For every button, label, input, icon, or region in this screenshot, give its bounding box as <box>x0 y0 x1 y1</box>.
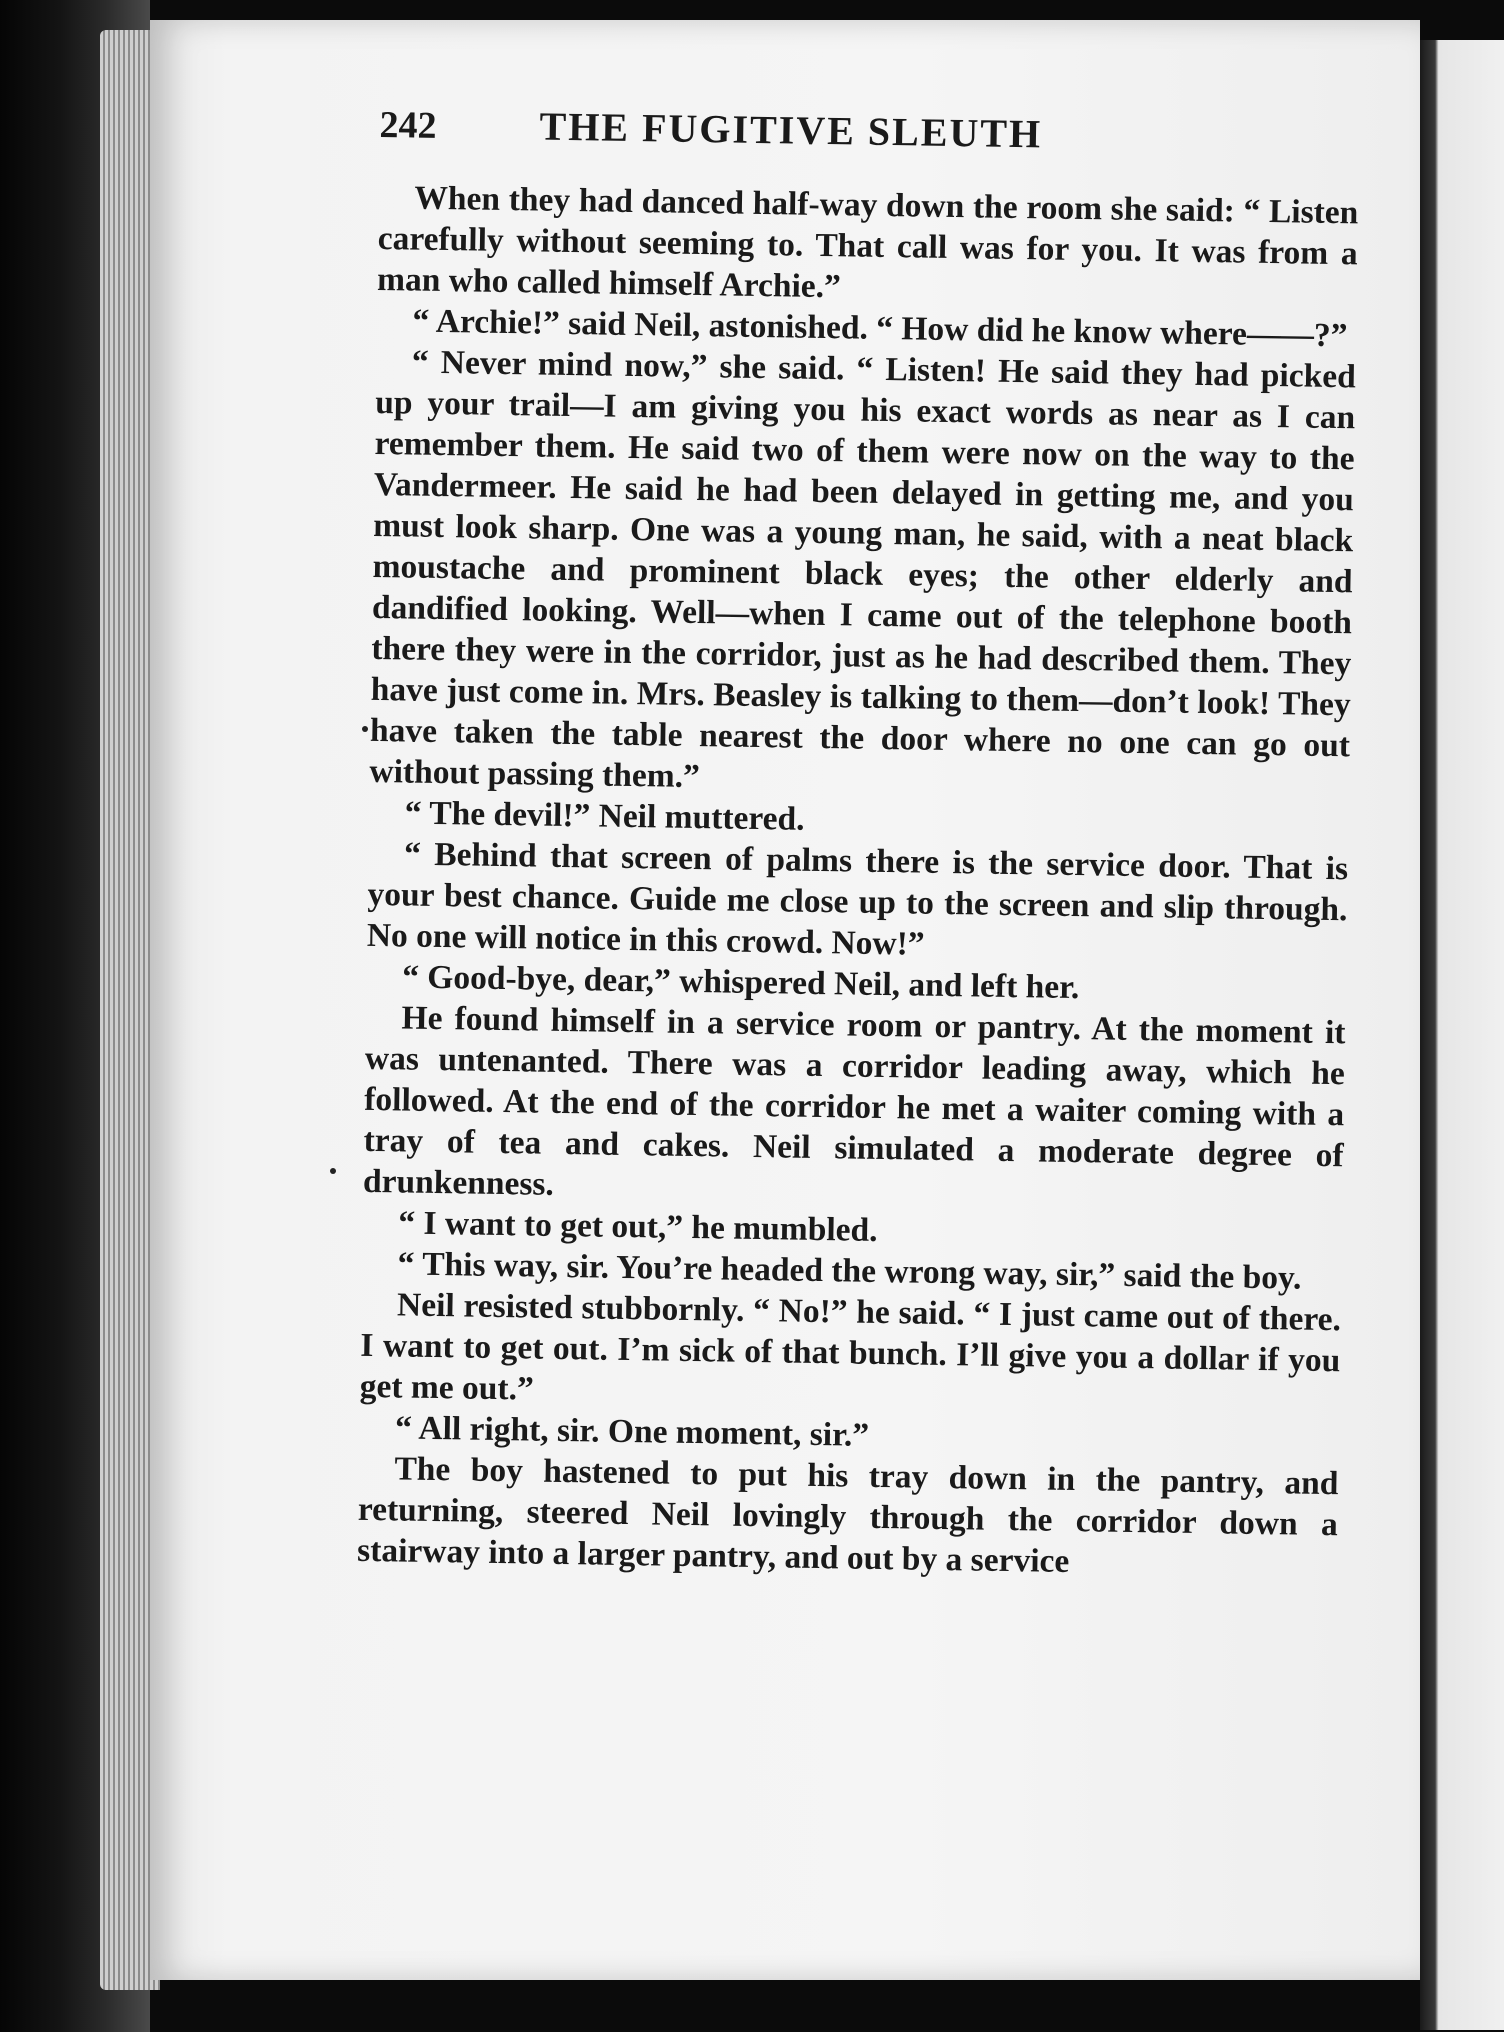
speck <box>330 1168 336 1174</box>
paragraph: When they had danced half-way down the room she said: “ Listen carefully without seeming to. That call was for you. It was from a man who called himself Archie.” <box>376 179 1359 306</box>
paragraph: “ This way, sir. You’re headed the wrong way, sir,” said the boy. <box>397 1245 1302 1297</box>
paragraph: “ Archie!” said Neil, astonished. “ How did he know where——?” <box>412 302 1348 355</box>
paragraph: “ Never mind now,” she said. “ Listen! He said they had picked up your trail—I am giving you his exact words as near as I can remember them. He said two of them were now on the way to the Vandermeer. He said he had been delayed in getting me, and you must look sharp. One was a young man, he said, with a neat black moustache and prominent black eyes; the other elderly and dandified looking. Well—when I came out of the telephone booth there they were in the corridor, just as he had described them. They have just come in. Mrs. Beasley is talking to them—don’t look! They have taken the table nearest the door where no one can go out without passing them.” <box>369 343 1357 796</box>
paragraph: “ I want to get out,” he mumbled. <box>398 1204 878 1249</box>
page-number: 242 <box>379 103 437 147</box>
paragraph: “ The devil!” Neil muttered. <box>404 794 805 838</box>
paragraph: “ Behind that screen of palms there is the service door. That is your best chance. Guide me close up to the screen and slip through. No one will notice in this crowd. Now!” <box>366 835 1349 963</box>
running-head: THE FUGITIVE SLEUTH <box>539 103 1043 157</box>
facing-page-edge <box>1420 40 1504 2030</box>
speck <box>362 726 368 732</box>
paragraph: Neil resisted stubbornly. “ No!” he said. “ I just came out of there. I want to get out. I’m sick of that bunch. I’ll give you a dollar if you get me out.” <box>359 1286 1342 1408</box>
paragraph: “ All right, sir. One moment, sir.” <box>394 1409 870 1454</box>
paragraph: He found himself in a service room or pantry. At the moment it was untenanted. There was a corridor leading away, which he followed. At the end of the corridor he met a waiter coming with a tray of tea and cakes. Neil simulated a moderate degree of drunkenness. <box>362 999 1346 1203</box>
paragraph: The boy hastened to put his tray down in the pantry, and returning, steered Neil lovingly through the corridor down a stairway into a larger pantry, and out by a service <box>356 1450 1339 1581</box>
page-text <box>357 100 1360 1586</box>
paragraph: “ Good-bye, dear,” whispered Neil, and left her. <box>401 958 1080 1007</box>
